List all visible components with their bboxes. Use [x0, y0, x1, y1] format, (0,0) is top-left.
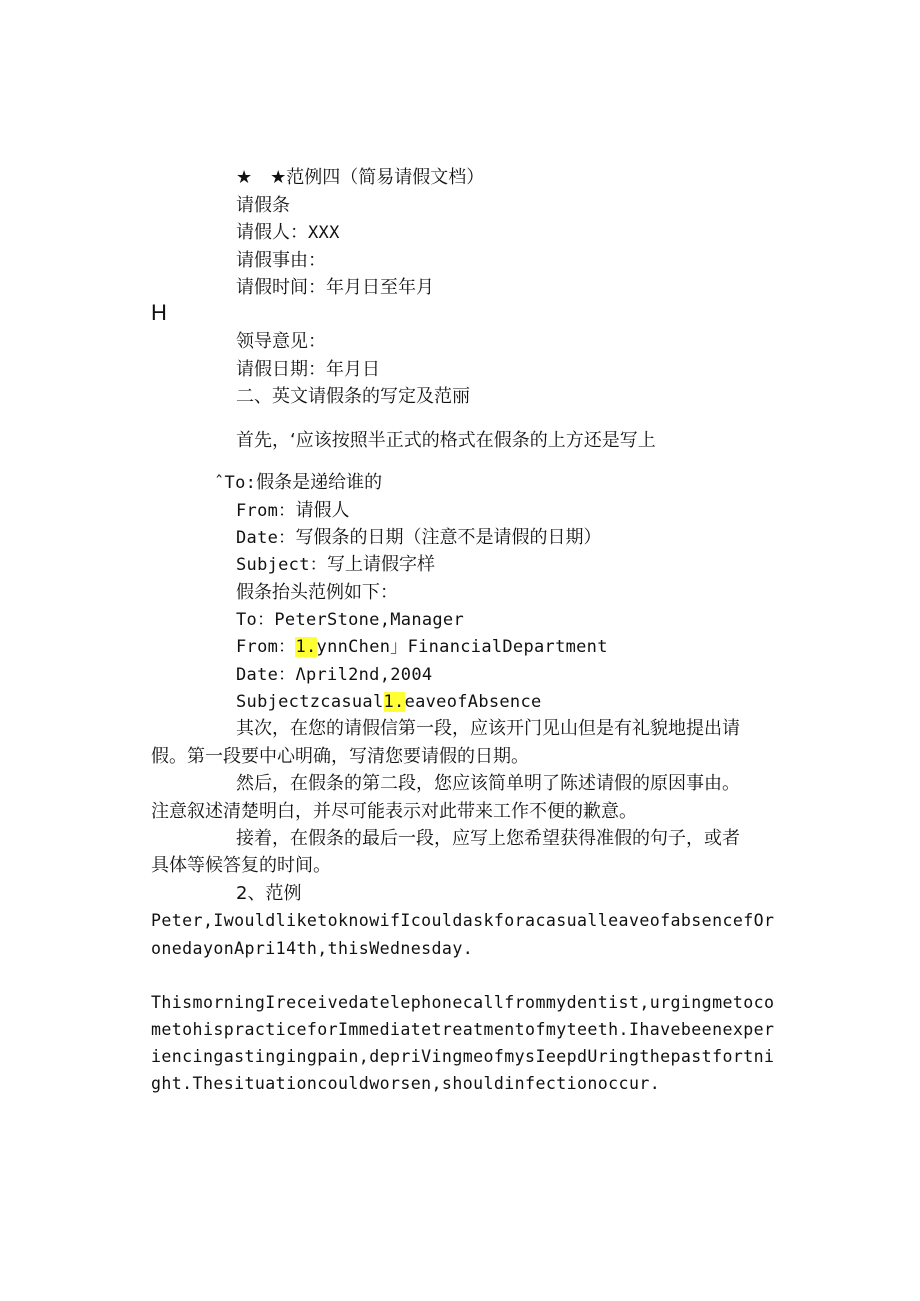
subject-line [236, 552, 435, 579]
letter-paragraph1-line2: onedayonApri14th,thisWednesday. [151, 939, 474, 958]
leave-note-title: 请假条 [236, 195, 290, 216]
paragraph-second-line2: 假。第一段要中心明确，写清您要请假的日期。 [151, 746, 529, 767]
example-date-line: Date：Λpril2nd,2004 [236, 665, 433, 685]
example-section-heading: 2、范例 [236, 883, 302, 904]
reason-line: 请假事由： [236, 250, 326, 271]
paragraph-fourth-line2: 具体等候答复的时间。 [151, 855, 331, 876]
letter-paragraph2-line2: metohispracticeforImmediatetreatmentofmyteeth.Ihavebeenexper [151, 1020, 775, 1039]
subject-text: 写上请假字样 [327, 554, 436, 575]
paragraph-fourth-line1: 接着，在假条的最后一段，应写上您希望获得准假的句子，或者 [236, 828, 740, 849]
stray-h-mark: H [151, 300, 167, 325]
example-subject-prefix: Subjectzcasual [236, 692, 384, 712]
header-example-intro: 假条抬头范例如下： [236, 582, 398, 603]
paragraph-third-line1: 然后，在假条的第二段，您应该简单明了陈述请假的原因事由。 [236, 773, 740, 794]
highlighted-mark: 1. [295, 637, 317, 657]
to-line [214, 470, 382, 497]
applicant-label: 请假人： [236, 222, 308, 243]
leader-opinion-line: 领导意见： [236, 331, 326, 352]
leave-date-line: 请假日期：年月日 [236, 359, 380, 380]
example-subject-text: eaveofAbsence [404, 692, 542, 712]
from-line [236, 498, 349, 525]
highlighted-mark: 1. [383, 692, 405, 712]
letter-paragraph1-line1: Peter,IwouldliketoknowifIcouldaskforacasualleaveofabsencefOr [151, 911, 775, 930]
letter-paragraph2-line3: iencingastingingpain,depriVingmeofmysIeepdUringthepastfortni [151, 1047, 775, 1066]
date-line [236, 525, 601, 552]
example-heading: ★ ★范例四（简易请假文档） [236, 167, 485, 188]
paragraph-second-line1: 其次，在您的请假信第一段，应该开门见山但是有礼貌地提出请 [236, 718, 740, 739]
intro-paragraph: 首先，‘应该按照半正式的格式在假条的上方还是写上 [236, 430, 656, 451]
paragraph-third-line2: 注意叙述清楚明白，并尽可能表示对此带来工作不便的歉意。 [151, 801, 637, 822]
example-to-line: To：PeterStone,Manager [236, 610, 464, 630]
to-prefix: ˆTo: [214, 473, 257, 493]
applicant-value: XXX [308, 223, 340, 243]
example-from-text: ynnChen」FinancialDepartment [316, 637, 608, 657]
example-from-line [236, 634, 608, 660]
from-text: 请假人 [295, 500, 350, 521]
date-text: 写假条的日期（注意不是请假的日期） [295, 527, 602, 548]
subject-prefix: Subject： [236, 555, 328, 575]
letter-paragraph2-line4: ght.Thesituationcouldworsen,shouldinfectionoccur. [151, 1074, 661, 1093]
section-two-heading: 二、英文请假条的写定及范丽 [236, 386, 470, 407]
leave-time-line: 请假时间：年月日至年月 [236, 277, 434, 298]
from-prefix: From： [236, 501, 296, 521]
example-subject-line [236, 689, 542, 715]
letter-paragraph2-line1: ThismorningIreceivedatelephonecallfrommydentist,urgingmetoco [151, 993, 775, 1012]
example-from-prefix: From： [236, 637, 296, 657]
to-text: 假条是递给谁的 [256, 472, 383, 493]
applicant-line [236, 220, 340, 247]
date-prefix: Date： [236, 528, 296, 548]
